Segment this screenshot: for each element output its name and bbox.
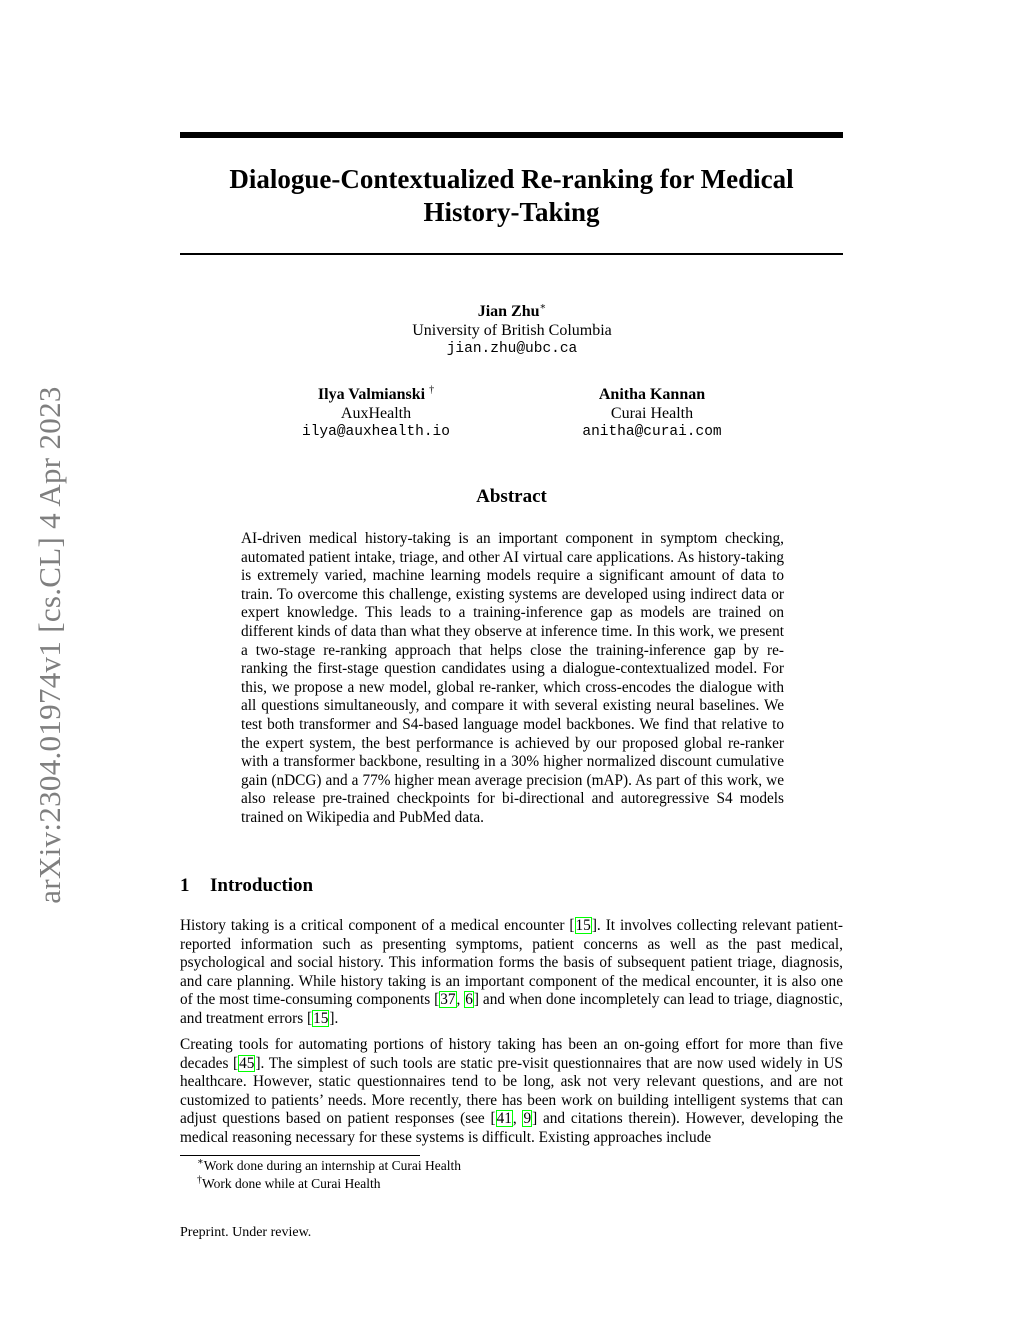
preprint-footer: Preprint. Under review. bbox=[180, 1225, 312, 1240]
author-footnote-mark: † bbox=[429, 384, 435, 396]
author-email[interactable]: jian.zhu@ubc.ca bbox=[446, 341, 578, 357]
author-name: Ilya Valmianski bbox=[317, 386, 426, 403]
author-affiliation: Curai Health bbox=[610, 405, 694, 422]
author-name: Anitha Kannan bbox=[598, 386, 706, 403]
author-jian-zhu bbox=[362, 302, 662, 359]
citation-separator: , bbox=[456, 991, 465, 1009]
paragraph-text: ] and citations therein). However, developing the medical reasoning necessary for these systems is difficult. Existing approaches include bbox=[180, 1110, 843, 1146]
footnote-1 bbox=[197, 1158, 461, 1174]
footnote-divider bbox=[180, 1155, 420, 1156]
author-anitha-kannan bbox=[532, 385, 772, 442]
section-number: 1 bbox=[180, 875, 190, 896]
citation-link[interactable]: 15 bbox=[313, 1009, 329, 1027]
paragraph-text: History taking is a critical component of a medical encounter [ bbox=[180, 917, 575, 934]
abstract-heading: Abstract bbox=[476, 486, 547, 507]
title-line-2: History-Taking bbox=[423, 197, 600, 227]
citation-link[interactable]: 45 bbox=[239, 1054, 255, 1072]
author-email[interactable]: anitha@curai.com bbox=[582, 424, 722, 440]
citation-link[interactable]: 15 bbox=[575, 917, 591, 934]
intro-paragraph-2 bbox=[180, 1036, 843, 1148]
paragraph-text: ]. It involves collecting relevant patient-reported information such as presenting symptoms, patient concerns as well as the past medical, psychological and social history. This information forms the basis of subsequent patient triage, diagnosis, and care planning. While history taking is an important component of the medical encounter, it is also one of the most time-consuming components [ bbox=[180, 917, 844, 1009]
author-affiliation: AuxHealth bbox=[340, 405, 412, 422]
paper-title bbox=[180, 163, 843, 229]
author-ilya-valmianski bbox=[256, 385, 496, 442]
citation-link[interactable]: 6 bbox=[465, 991, 473, 1009]
citation-link[interactable]: 41 bbox=[496, 1110, 512, 1128]
citation-link[interactable]: 37 bbox=[440, 991, 456, 1009]
author-name: Jian Zhu bbox=[477, 303, 540, 320]
footnote-mark: ∗ bbox=[197, 1156, 204, 1168]
section-heading-introduction bbox=[180, 875, 313, 897]
footnote-text: Work done during an internship at Curai Health bbox=[203, 1158, 462, 1173]
citation-link[interactable]: 9 bbox=[523, 1110, 532, 1128]
paragraph-text: ] and when done incompletely can lead to triage, diagnostic, and treatment errors [ bbox=[180, 991, 844, 1027]
title-bottom-rule bbox=[180, 253, 843, 255]
author-affiliation: University of British Columbia bbox=[412, 322, 612, 339]
footnote-text: Work done while at Curai Health bbox=[202, 1176, 381, 1191]
paragraph-text: ]. The simplest of such tools are static pre-visit questionnaires that are now used widely in US healthcare. However, static questionnaires tend to be long, ask not very relevant questions, and are not customized to patients’ needs. More recently, there has been work on building intelligent systems that can adjust questions based on patient responses (see [ bbox=[180, 1054, 844, 1128]
intro-paragraph-1 bbox=[180, 917, 843, 1029]
paragraph-text: Creating tools for automating portions of history taking has been an on-going effort for more than five decades [ bbox=[180, 1036, 843, 1072]
citation-separator: , bbox=[512, 1110, 523, 1128]
section-title: Introduction bbox=[210, 875, 314, 896]
footnote-2 bbox=[197, 1176, 381, 1192]
author-footnote-mark: ∗ bbox=[539, 301, 547, 313]
title-top-rule bbox=[180, 132, 843, 138]
title-line-1: Dialogue-Contextualized Re-ranking for Medical bbox=[229, 164, 794, 194]
arxiv-identifier-sidebar: arXiv:2304.01974v1 [cs.CL] 4 Apr 2023 bbox=[32, 386, 67, 904]
footnote-mark: † bbox=[197, 1174, 202, 1186]
author-email[interactable]: ilya@auxhealth.io bbox=[302, 424, 450, 440]
paragraph-text: ]. bbox=[329, 1009, 339, 1027]
abstract-text: AI-driven medical history-taking is an important component in symptom checking, automated patient intake, triage, and other AI virtual care applications. As history-taking is extremely varied, machine learning models require a significant amount of data to train. To overcome this challenge, existing systems are developed using indirect data or expert knowledge. This leads to a training-inference gap as models are trained on different kinds of data than what they observe at inference time. In this work, we present a two-stage re-ranking approach that helps close the training-inference gap by re-ranking the first-stage question candidates using a dialogue-contextualized model. For this, we propose a new model, global re-ranker, which cross-encodes the dialogue with all questions simultaneously, and compare it with several existing neural baselines. We test both transformer and S4-based language model backbones. We find that relative to the expert system, the best performance is achieved by our proposed global re-ranker with a transformer backbone, resulting in a 30% higher normalized discount cumulative gain (nDCG) and a 77% higher mean average precision (mAP). As part of this work, we also release pre-trained checkpoints for bi-directional and autoregressive S4 models trained on Wikipedia and PubMed data. bbox=[241, 530, 784, 826]
